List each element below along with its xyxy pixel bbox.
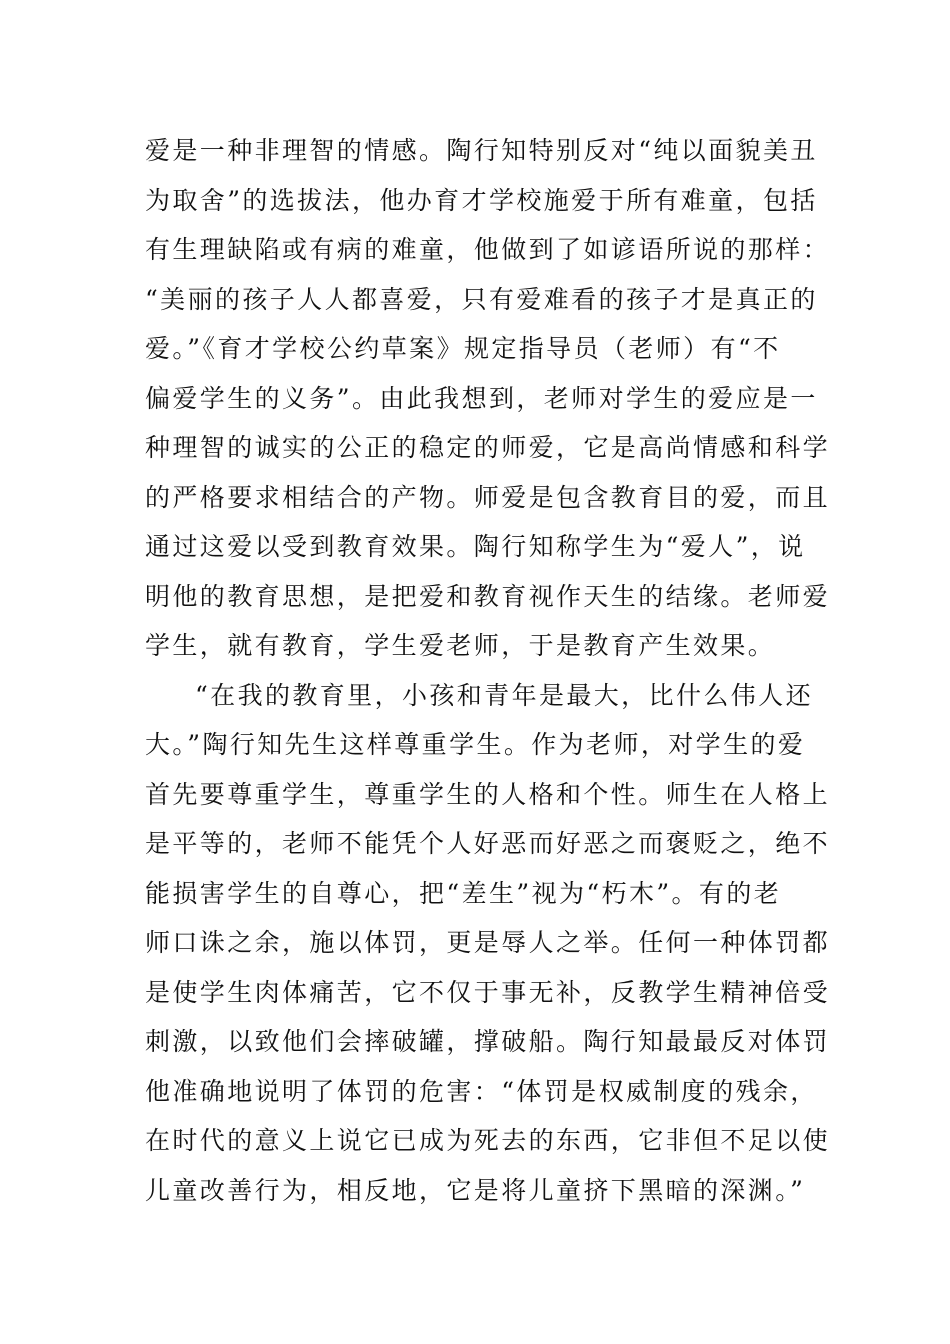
text-line: 种理智的诚实的公正的稳定的师爱，它是高尚情感和科学 [145,433,831,462]
text-line: 通过这爱以受到教育效果。陶行知称学生为“爱人”，说 [145,532,806,561]
text-line: 首先要尊重学生，尊重学生的人格和个性。师生在人格上 [145,779,831,809]
paragraph-1 [145,126,831,671]
text-line: 大。”陶行知先生这样尊重学生。作为老师，对学生的爱 [145,730,806,759]
text-line: 在时代的意义上说它已成为死去的东西，它非但不足以使 [145,1126,831,1155]
text-line: 爱是一种非理智的情感。陶行知特别反对“纯以面貌美丑 [145,136,818,165]
text-line: 是使学生肉体痛苦，它不仅于事无补，反教学生精神倍受 [145,977,831,1007]
text-line: “在我的教育里，小孩和青年是最大，比什么伟人还 [195,680,813,710]
paragraph-2 [145,671,831,1216]
text-line: 有生理缺陷或有病的难童，他做到了如谚语所说的那样： [145,235,831,264]
text-line: 学生，就有教育，学生爱老师，于是教育产生效果。 [145,631,776,660]
text-line: 师口诛之余，施以体罚，更是辱人之举。任何一种体罚都 [145,928,831,957]
text-line: 为取舍”的选拔法，他办育才学校施爱于所有难童，包括 [145,185,818,215]
text-line: 他准确地说明了体罚的危害：“体罚是权威制度的残余， [145,1076,818,1106]
text-line: 爱。”《育才学校公约草案》规定指导员（老师）有“不 [145,334,781,363]
text-line: 的严格要求相结合的产物。师爱是包含教育目的爱，而且 [145,482,831,512]
text-line: 偏爱学生的义务”。由此我想到，老师对学生的爱应是一 [145,383,818,413]
text-line: 明他的教育思想，是把爱和教育视作天生的结缘。老师爱 [145,581,831,611]
document-page [145,126,831,1215]
text-line: 刺激，以致他们会摔破罐，撑破船。陶行知最最反对体罚 [145,1027,831,1056]
text-line: 是平等的，老师不能凭个人好恶而好恶之而褒贬之，绝不 [145,829,831,858]
text-line: 能损害学生的自尊心，把“差生”视为“朽木”。有的老 [145,878,782,908]
text-line: “美丽的孩子人人都喜爱，只有爱难看的孩子才是真正的 [145,284,818,314]
text-line: 儿童改善行为，相反地，它是将儿童挤下黑暗的深渊。” [145,1175,806,1205]
